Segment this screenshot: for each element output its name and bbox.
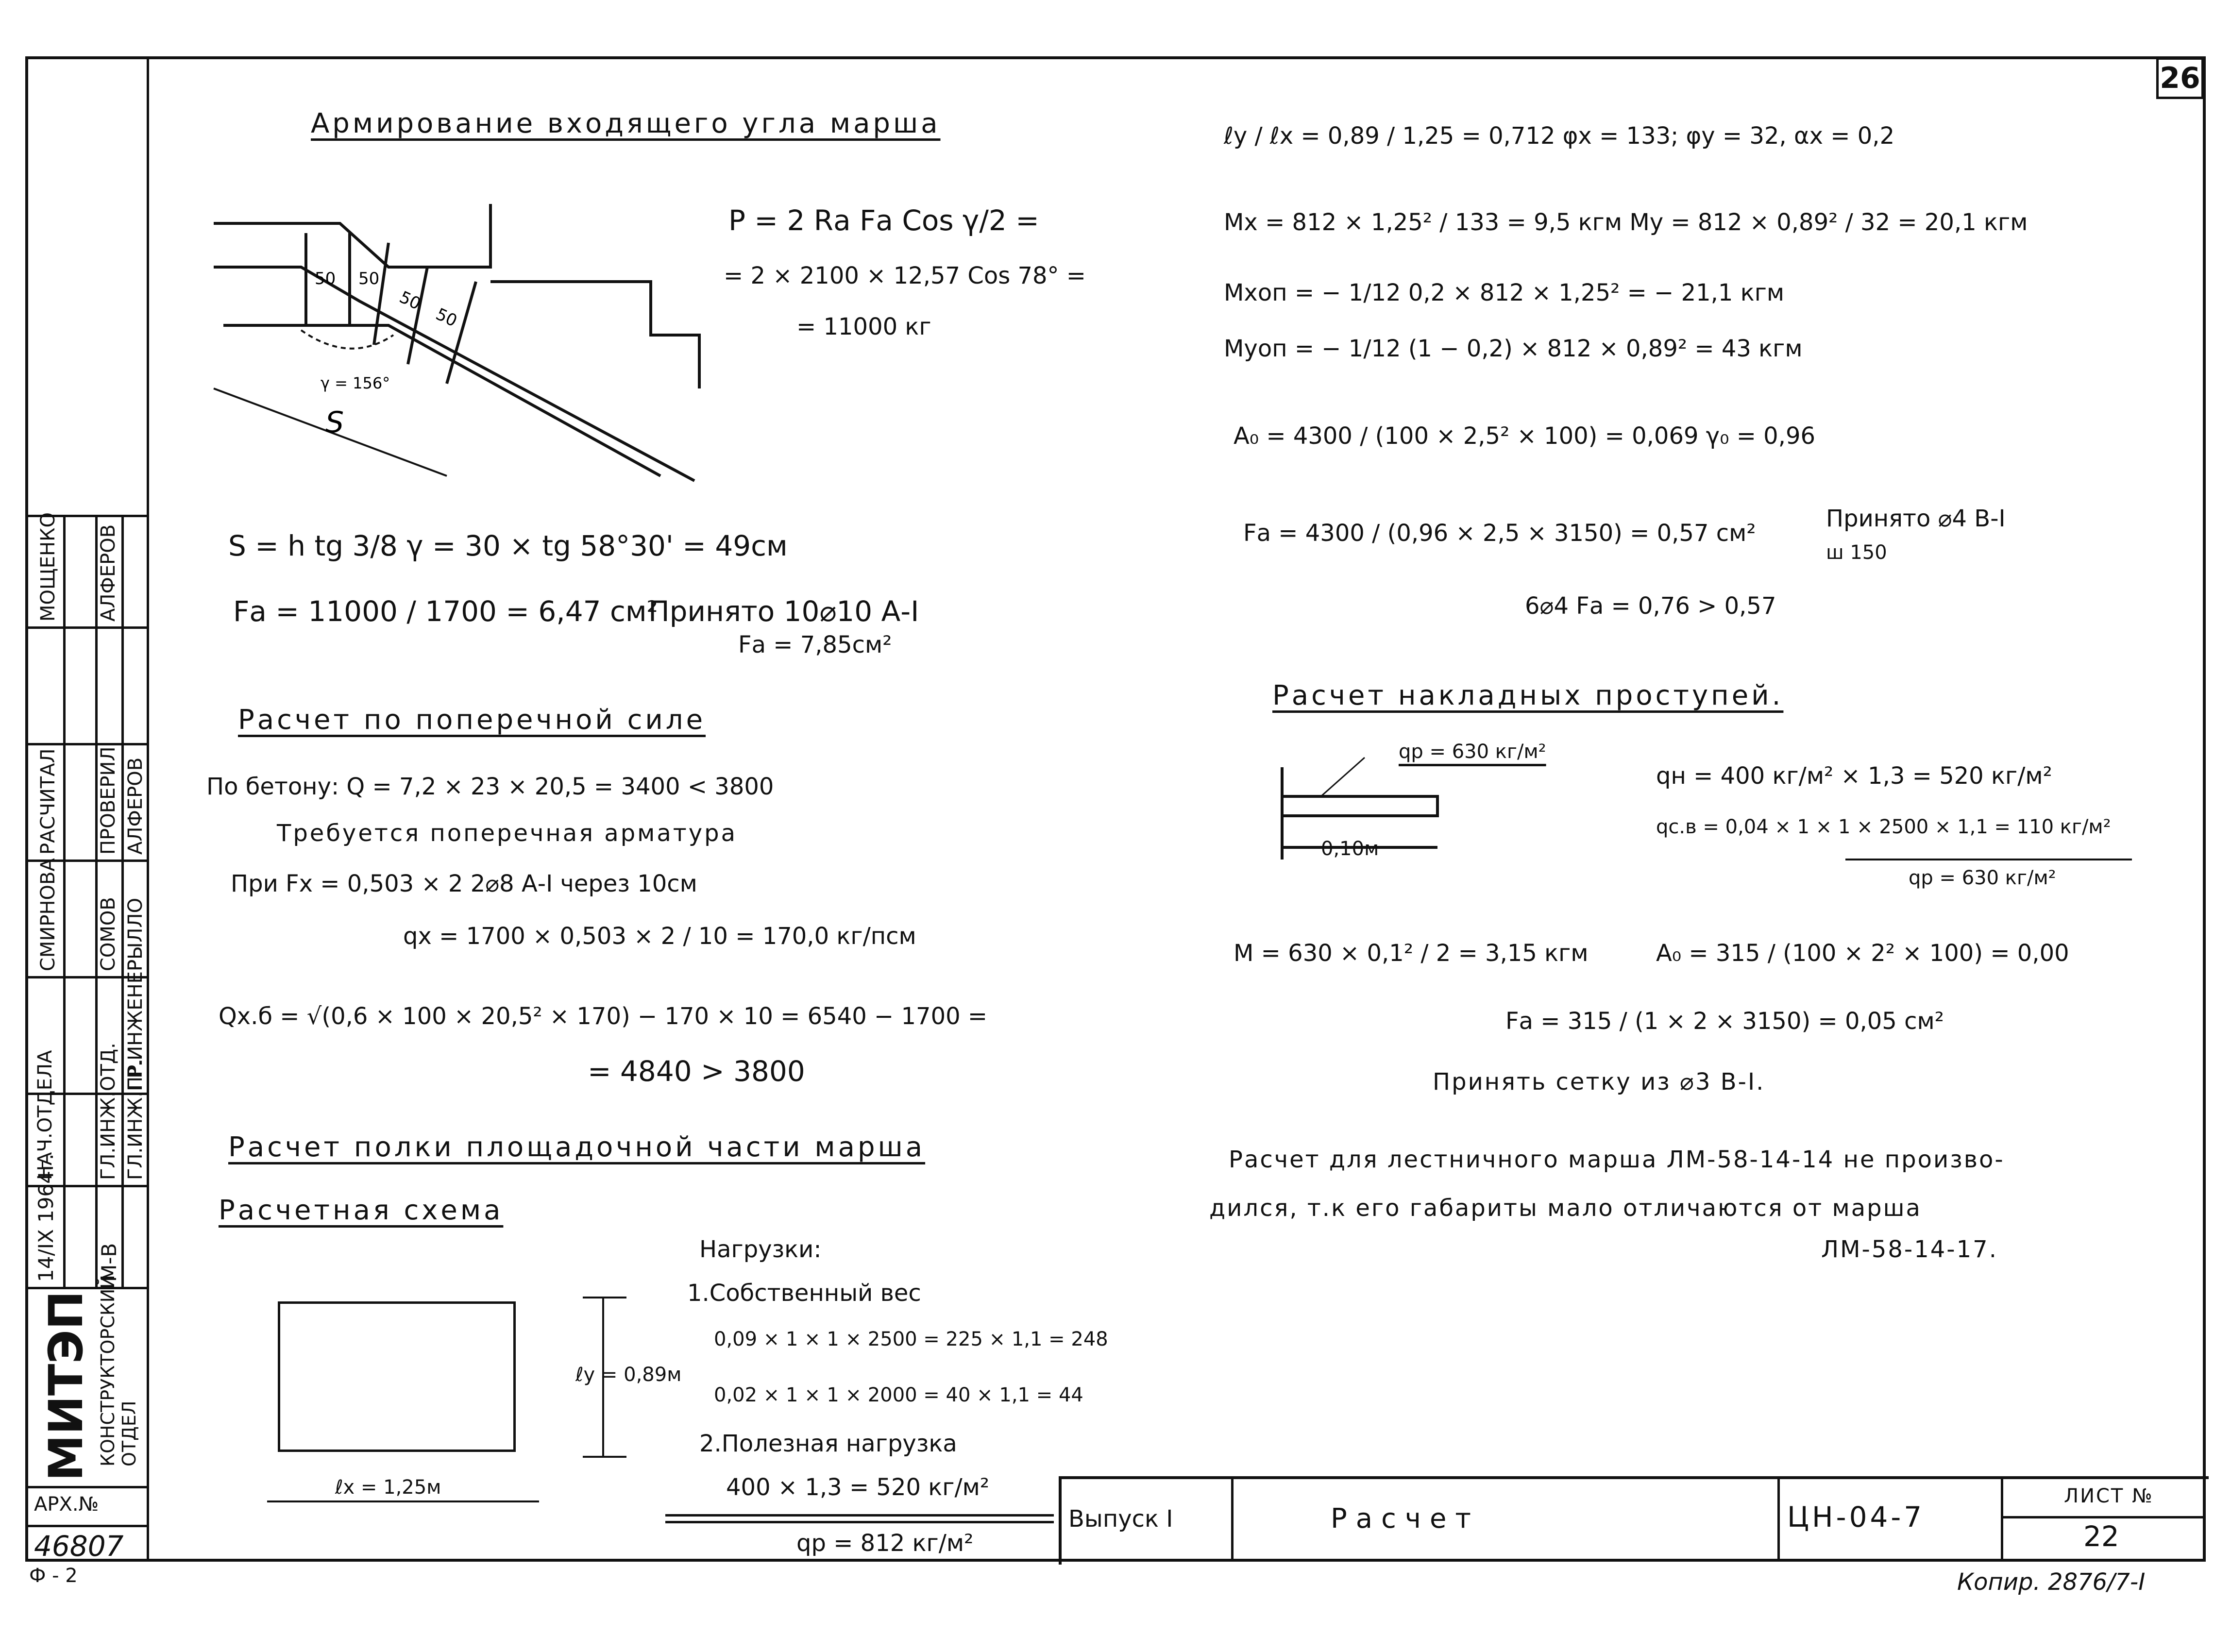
ratio-line: ℓу / ℓх = 0,89 / 1,25 = 0,712 φх = 133; φу = 32, αх = 0,2 xyxy=(1224,122,1895,150)
sheet-title: Расчет xyxy=(1331,1503,1480,1534)
role-label: ГЛ.ИНЖ.ПР. xyxy=(124,1059,147,1180)
note-line-1: Расчет для лестничного марша ЛМ-58-14-14 не произво- xyxy=(1229,1146,2005,1173)
s-label: S xyxy=(325,405,344,439)
ly-tick-bottom xyxy=(583,1456,626,1458)
loads-title: Нагрузки: xyxy=(699,1236,822,1263)
title-treads: Расчет накладных проступей. xyxy=(1272,680,1784,711)
sidebar-rule xyxy=(25,1486,147,1488)
copy-note: Копир. 2876/7-I xyxy=(1957,1568,2146,1596)
load-2a: 400 × 1,3 = 520 кг/м² xyxy=(726,1474,990,1501)
ly-tick-top xyxy=(583,1297,626,1298)
accepted-1: Принято 10⌀10 А-I xyxy=(648,595,919,628)
at-line: При Fх = 0,503 × 2 2⌀8 А-I через 10см xyxy=(231,870,697,897)
project-code: ЦН-04-7 xyxy=(1787,1500,1925,1534)
role-label: ПРОВЕРИЛ xyxy=(97,746,119,855)
arch-number: 46807 xyxy=(34,1530,124,1563)
required-line: Требуется поперечная арматура xyxy=(277,820,738,847)
concrete-line: По бетону: Q = 7,2 × 23 × 20,5 = 3400 < 3800 xyxy=(206,773,774,800)
qcb-line: qс.в = 0,04 × 1 × 1 × 2500 × 1,1 = 110 кг/м² xyxy=(1656,816,2111,838)
sheet-value: 22 xyxy=(2083,1520,2119,1553)
tb-div-1 xyxy=(1231,1476,1234,1562)
corner-sheet-number: 26 xyxy=(2156,57,2204,99)
role-label: ГР.ИНЖЕНЕР xyxy=(124,959,147,1090)
role-label: МОЩЕНКО xyxy=(37,512,59,622)
tb-div-2 xyxy=(1777,1476,1780,1562)
tb-div-3 xyxy=(2001,1476,2003,1562)
role-label: СМИРНОВА xyxy=(37,858,59,971)
qxb-formula-2: = 4840 > 3800 xyxy=(588,1055,805,1088)
load-1b: 0,02 × 1 × 1 × 2000 = 40 × 1,1 = 44 xyxy=(714,1384,1083,1406)
qxb-formula: Qх.б = √(0,6 × 100 × 20,5² × 170) − 170 × 10 = 6540 − 1700 = xyxy=(219,1003,988,1030)
p-formula-3: = 11000 кг xyxy=(796,313,931,340)
dept-label: КОНСТРУКТОРСКИЙ ОТДЕЛ xyxy=(97,1275,140,1467)
form-label: Ф - 2 xyxy=(29,1565,78,1587)
qn-line: qн = 400 кг/м² × 1,3 = 520 кг/м² xyxy=(1656,762,2052,790)
role-label: АЛФЕРОВ xyxy=(97,524,119,622)
note-line-3: ЛМ-58-14-17. xyxy=(1821,1236,1998,1263)
mx-line: Mх = 812 × 1,25² / 133 = 9,5 кгм Mу = 812 × 0,89² / 32 = 20,1 кгм xyxy=(1224,209,2028,236)
title-reinforcement: Армирование входящего угла марша xyxy=(311,108,941,139)
m-line: M = 630 × 0,1² / 2 = 3,15 кгм xyxy=(1234,940,1589,967)
qx-formula: qх = 1700 × 0,503 × 2 / 10 = 170,0 кг/псм xyxy=(403,923,916,950)
accepted-right: Принято ⌀4 В-I xyxy=(1826,505,2006,532)
q-sum-rule xyxy=(1845,859,2132,860)
sidebar-rule xyxy=(25,1525,147,1527)
total-rule xyxy=(665,1514,1054,1517)
org-label: МИТЭП xyxy=(39,1290,93,1481)
sidebar-rule xyxy=(25,626,147,629)
p-formula: P = 2 Rа Fа Cos γ/2 = xyxy=(728,204,1039,237)
tb-row xyxy=(2001,1516,2206,1518)
sidebar-divider xyxy=(147,56,149,1562)
dim-label-2: 50 xyxy=(358,269,380,288)
gamma-label: γ = 156° xyxy=(321,374,390,392)
slab-scheme-rect xyxy=(278,1301,516,1452)
qp-line: qр = 630 кг/м² xyxy=(1909,867,2056,889)
load-2: 2.Полезная нагрузка xyxy=(699,1430,957,1457)
load-1: 1.Собственный вес xyxy=(687,1280,921,1307)
p-formula-2: = 2 × 2100 × 12,57 Cos 78° = xyxy=(724,262,1086,289)
sidebar-rule xyxy=(25,1287,147,1289)
my-support-line: Mуоп = − 1/12 (1 − 0,2) × 812 × 0,89² = 43 кгм xyxy=(1224,335,1803,362)
fab-line: Fа = 315 / (1 × 2 × 3150) = 0,05 см² xyxy=(1505,1008,1944,1035)
fa-line: Fа = 4300 / (0,96 × 2,5 × 3150) = 0,57 см² xyxy=(1243,520,1756,547)
role-label: РЫЛЛО xyxy=(124,897,147,971)
s-formula: S = h tg 3/8 γ = 30 × tg 58°30' = 49см xyxy=(228,529,788,562)
arch-label: АРХ.№ xyxy=(34,1493,99,1516)
dim-label-1: 50 xyxy=(315,269,336,288)
lx-label: ℓх = 1,25м xyxy=(335,1476,441,1499)
role-label: НАЧ.ОТДЕЛА xyxy=(34,1050,56,1180)
issue-label: Выпуск I xyxy=(1068,1505,1173,1533)
title-shear: Расчет по поперечной силе xyxy=(238,704,706,736)
tread-span-label: 0,10м xyxy=(1321,838,1379,860)
accepted-1b: Fа = 7,85см² xyxy=(738,631,892,658)
sidebar-col xyxy=(63,515,66,1287)
total-load: qр = 812 кг/м² xyxy=(796,1530,974,1557)
a0b-line: A₀ = 315 / (100 × 2² × 100) = 0,00 xyxy=(1656,940,2069,967)
sidebar-col xyxy=(121,515,124,1287)
role-label: АЛФЕРОВ xyxy=(124,757,147,855)
date-label: 14/IX 1964г. xyxy=(34,1153,58,1282)
dim-label-3: 50 xyxy=(396,287,424,314)
title-scheme: Расчетная схема xyxy=(219,1195,504,1226)
title-landing-shelf: Расчет полки площадочной части марша xyxy=(228,1131,926,1163)
lx-dimension-line xyxy=(267,1500,539,1502)
scale-label: М-В xyxy=(97,1243,121,1282)
fa-formula: Fа = 11000 / 1700 = 6,47 см² xyxy=(233,595,658,628)
stair-reinforcement-diagram xyxy=(204,204,762,495)
total-rule-2 xyxy=(665,1521,1054,1523)
note-line-2: дился, т.к его габариты мало отличаются от марша xyxy=(1209,1195,1922,1222)
ly-label: ℓу = 0,89м xyxy=(575,1364,682,1386)
tread-load-label: qр = 630 кг/м² xyxy=(1399,741,1546,763)
role-label: СОМОВ xyxy=(97,897,119,971)
sheet-label: ЛИСТ № xyxy=(2064,1485,2154,1507)
six-bars: 6⌀4 Fа = 0,76 > 0,57 xyxy=(1525,592,1776,620)
mx-support-line: Mхоп = − 1/12 0,2 × 812 × 1,25² = − 21,1 кгм xyxy=(1224,279,1785,306)
role-label: ГЛ.ИНЖ.ОТД. xyxy=(97,1043,119,1180)
accepted-right-b: ш 150 xyxy=(1826,541,1887,564)
dim-label-4: 50 xyxy=(433,304,460,331)
role-label: РАСЧИТАЛ xyxy=(37,748,59,855)
load-1a: 0,09 × 1 × 1 × 2500 = 225 × 1,1 = 248 xyxy=(714,1328,1108,1350)
mesh-line: Принять сетку из ⌀3 В-I. xyxy=(1433,1068,1765,1096)
a0-line: A₀ = 4300 / (100 × 2,5² × 100) = 0,069 γ₀ = 0,96 xyxy=(1234,422,1816,450)
sidebar-rule xyxy=(25,743,147,745)
